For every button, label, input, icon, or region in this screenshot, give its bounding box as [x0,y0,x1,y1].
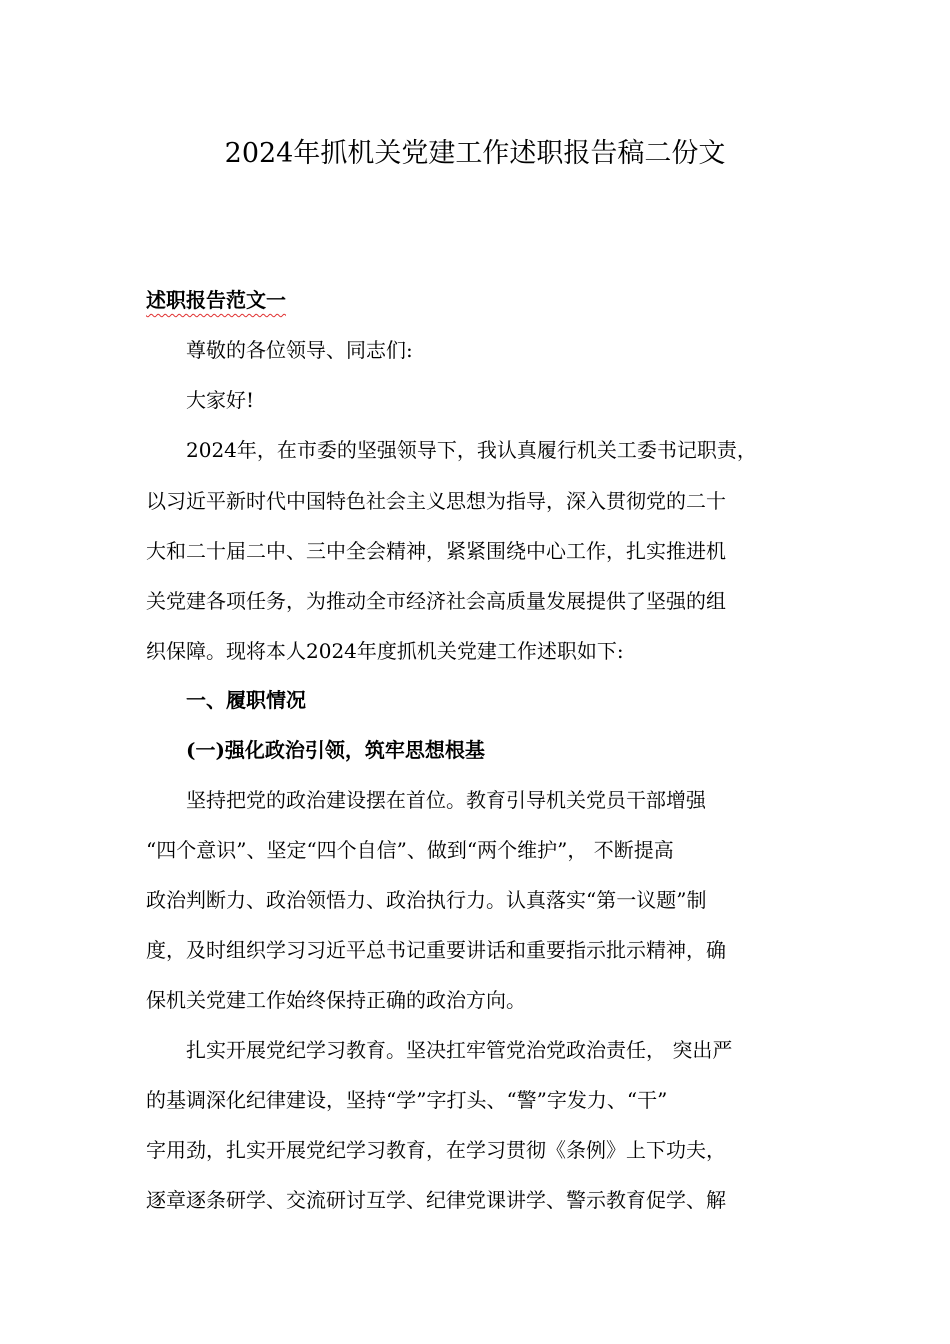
greeting: 大家好! [186,388,255,412]
intro-line: 关党建各项任务，为推动全市经济社会高质量发展提供了坚强的组 [146,589,726,613]
paragraph-line: 扎实开展党纪学习教育。坚决扛牢管党治党政治责任， 突出严 [186,1038,733,1062]
subheading-1: (一)强化政治引领，筑牢思想根基 [186,738,485,762]
salutation: 尊敬的各位领导、同志们: [186,338,413,362]
document-title: 2024年抓机关党建工作述职报告稿二份文 [224,138,726,169]
paragraph-line: 保机关党建工作始终保持正确的政治方向。 [146,988,526,1012]
paragraph-line: 的基调深化纪律建设，坚持“学”字打头、“警”字发力、“干” [146,1088,668,1112]
paragraph-line: 逐章逐条研学、交流研讨互学、纪律党课讲学、警示教育促学、解 [146,1188,726,1212]
intro-line: 织保障。现将本人2024年度抓机关党建工作述职如下: [146,639,624,663]
intro-line: 2024年，在市委的坚强领导下，我认真履行机关工委书记职责， [186,438,757,462]
intro-line: 大和二十届二中、三中全会精神，紧紧围绕中心工作，扎实推进机 [146,539,726,563]
section-heading: 述职报告范文一 [146,288,286,312]
intro-line: 以习近平新时代中国特色社会主义思想为指导，深入贯彻党的二十 [146,489,726,513]
paragraph-line: 政治判断力、政治领悟力、政治执行力。认真落实“第一议题”制 [146,888,707,912]
paragraph-line: 度，及时组织学习习近平总书记重要讲话和重要指示批示精神，确 [146,938,726,962]
heading-1: 一、履职情况 [186,688,306,712]
paragraph-line: 坚持把党的政治建设摆在首位。教育引导机关党员干部增强 [186,788,706,812]
paragraph-line: 字用劲，扎实开展党纪学习教育，在学习贯彻《条例》上下功夫， [146,1138,726,1162]
paragraph-line: “四个意识”、坚定“四个自信”、做到“两个维护”， 不断提高 [146,838,674,862]
